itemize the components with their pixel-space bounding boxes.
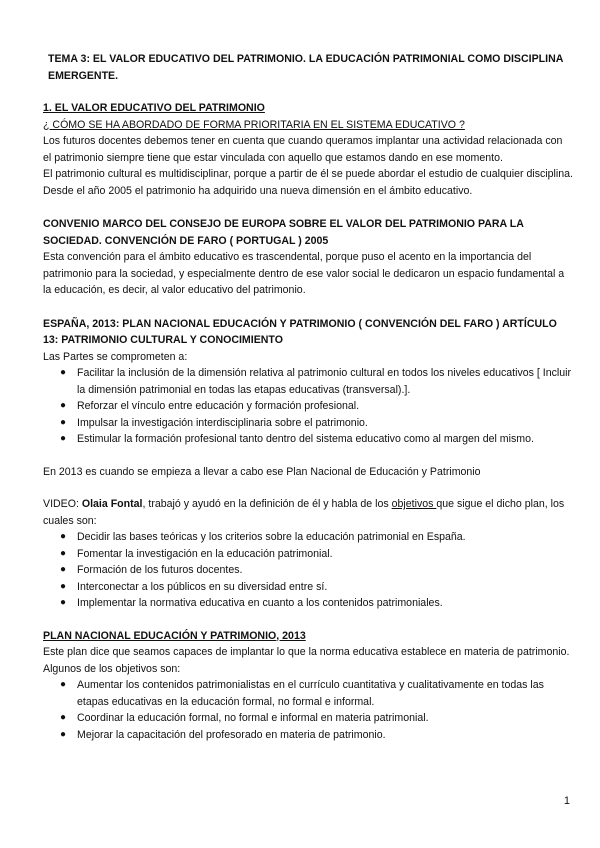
list-item: ● Reforzar el vínculo entre educación y formación profesional. — [43, 398, 573, 415]
paragraph: Este plan dice que seamos capaces de implantar lo que la norma educativa establece en materia de patrimonio. Algunos de los objetivos son: — [43, 646, 570, 675]
list-item: ● Facilitar la inclusión de la dimensión relativa al patrimonio cultural en todos los niveles educativos [ Incluir la dimensión patrimonial en todas las etapas educativas (transversal).]. — [60, 367, 572, 396]
bullet-icon: ● — [60, 433, 67, 444]
paragraph: En 2013 es cuando se empieza a llevar a cabo ese Plan Nacional de Educación y Patrimonio — [43, 465, 481, 478]
list-item: ● Decidir las bases teóricas y los criterios sobre la educación patrimonial en España. — [43, 529, 573, 546]
list-item: ● Mejorar la capacitación del profesorado en materia de patrimonio. — [43, 727, 573, 744]
list-item: ● Estimular la formación profesional tanto dentro del sistema educativo como al margen del mismo. — [43, 431, 573, 448]
paragraph: Los futuros docentes debemos tener en cuenta que cuando queramos implantar una actividad relacionada con el patrimonio siempre tiene que estar vinculada con aquello que estamos dando en ese momento. — [43, 135, 563, 164]
bullet-icon: ● — [60, 547, 67, 559]
section-heading: CONVENIO MARCO DEL CONSEJO DE EUROPA SOBRE EL VALOR DEL PATRIMONIO PARA LA SOCIEDAD. CONVENCIÓN DE FARO ( PORTUGAL ) 2005 — [43, 218, 524, 247]
bullet-list — [43, 365, 573, 448]
list-item: ● Formación de los futuros docentes. — [43, 562, 573, 579]
bullet-list — [43, 529, 573, 612]
paragraph: VIDEO: Olaia Fontal, trabajó y ayudó en la definición de él y habla de los objetivos que sigue el dicho plan, los cuales son: — [43, 498, 565, 527]
section-plan-nacional-objetivos — [43, 628, 573, 744]
paragraph: El patrimonio cultural es multidisciplinar, porque a partir de él se puede abordar el estudio de cualquier disciplina. — [43, 168, 573, 180]
bullet-icon: ● — [60, 531, 67, 542]
bullet-icon: ● — [60, 400, 67, 411]
document-title: TEMA 3: EL VALOR EDUCATIVO DEL PATRIMONIO. LA EDUCACIÓN PATRIMONIAL COMO DISCIPLINA EMERGENTE. — [48, 53, 563, 82]
list-item: ● Implementar la normativa educativa en cuanto a los contenidos patrimoniales. — [43, 595, 573, 612]
author-name: Olaia Fontal — [81, 498, 143, 510]
section-valor-educativo — [43, 100, 573, 199]
section-heading: PLAN NACIONAL EDUCACIÓN Y PATRIMONIO, 2013 — [43, 629, 306, 642]
section-heading: ESPAÑA, 2013: PLAN NACIONAL EDUCACIÓN Y PATRIMONIO ( CONVENCIÓN DEL FARO ) ARTÍCULO 13: PATRIMONIO CULTURAL Y CONOCIMIENTO — [43, 317, 557, 346]
bullet-list — [43, 677, 573, 743]
list-item: ● Impulsar la investigación interdisciplinaria sobre el patrimonio. — [43, 415, 573, 432]
document-page — [43, 51, 573, 743]
paragraph: Esta convención para el ámbito educativo es trascendental, porque puso el acento en la importancia del patrimonio para la sociedad, y especialmente dentro de ese valor social le dedicaron un espacio fundamental a la educación, es decir, al valor educativo del patrimonio. — [43, 251, 565, 296]
bullet-icon: ● — [60, 728, 67, 740]
bullet-icon: ● — [60, 679, 67, 690]
list-item: ● Interconectar a los públicos en su diversidad entre sí. — [43, 579, 573, 596]
paragraph: Desde el año 2005 el patrimonio ha adquirido una nueva dimensión en el ámbito educativo. — [43, 184, 473, 197]
section-question: ¿ CÓMO SE HA ABORDADO DE FORMA PRIORITARIA EN EL SISTEMA EDUCATIVO ? — [43, 118, 465, 131]
list-item: ● Coordinar la educación formal, no formal e informal en materia patrimonial. — [43, 710, 573, 727]
bullet-icon: ● — [60, 712, 67, 723]
bullet-icon: ● — [60, 564, 67, 575]
section-plan-nacional-2013 — [43, 316, 573, 481]
bullet-icon: ● — [60, 580, 67, 592]
section-convenio-faro — [43, 216, 573, 299]
section-heading: 1. EL VALOR EDUCATIVO DEL PATRIMONIO — [43, 102, 265, 114]
list-item: ● Fomentar la investigación en la educación patrimonial. — [43, 546, 573, 563]
bullet-icon: ● — [60, 597, 67, 608]
page-number: 1 — [563, 795, 570, 807]
list-item: ● Aumentar los contenidos patrimonialistas en el currículo cuantitativa y cualitativamente en todas las etapas educativas en la educación formal, no formal e informal. — [60, 679, 544, 708]
bullet-icon: ● — [60, 367, 67, 378]
section-video — [43, 496, 573, 612]
objetivos-link[interactable]: objetivos — [391, 498, 437, 510]
paragraph: Las Partes se comprometen a: — [43, 350, 188, 363]
bullet-icon: ● — [60, 416, 67, 428]
